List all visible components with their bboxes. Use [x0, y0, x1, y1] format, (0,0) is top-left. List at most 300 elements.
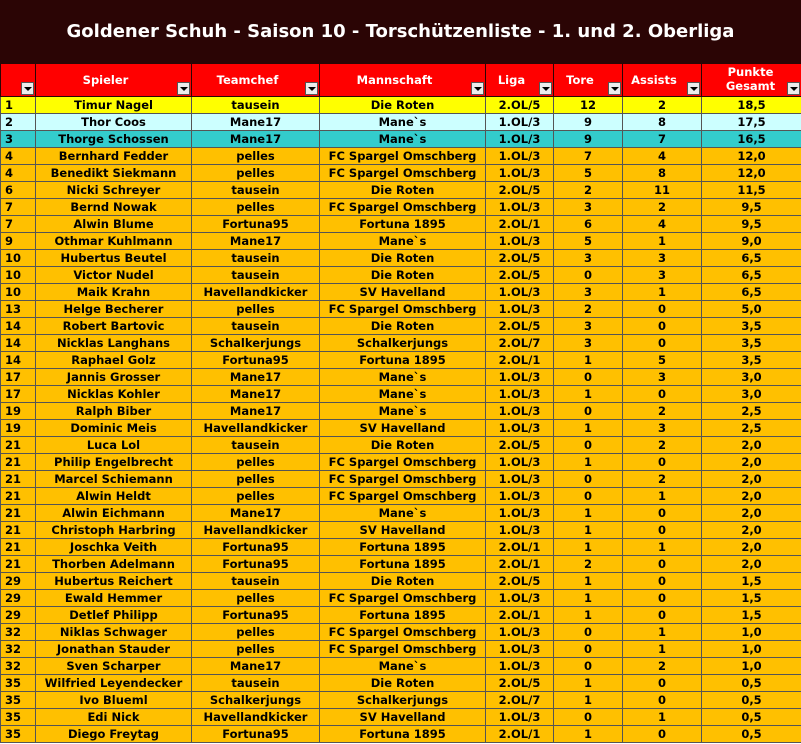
cell-punkte: 11,5 [702, 182, 801, 199]
column-header-label [1, 64, 35, 73]
cell-liga: 1.OL/3 [486, 522, 554, 539]
cell-liga: 2.OL/5 [486, 267, 554, 284]
cell-liga: 1.OL/3 [486, 386, 554, 403]
cell-tore: 12 [554, 97, 623, 114]
table-row [1, 437, 801, 454]
cell-teamchef: Mane17 [192, 114, 320, 131]
cell-teamchef: tausein [192, 318, 320, 335]
cell-mannschaft: FC Spargel Omschberg [320, 488, 486, 505]
table-row [1, 301, 801, 318]
cell-teamchef: Fortuna95 [192, 352, 320, 369]
cell-punkte: 16,5 [702, 131, 801, 148]
cell-rank: 21 [1, 471, 36, 488]
cell-rank: 29 [1, 573, 36, 590]
cell-assists: 0 [623, 692, 702, 709]
cell-tore: 1 [554, 726, 623, 743]
table-row [1, 114, 801, 131]
cell-rank: 9 [1, 233, 36, 250]
cell-spieler: Edi Nick [36, 709, 192, 726]
table-row [1, 216, 801, 233]
cell-spieler: Nicklas Kohler [36, 386, 192, 403]
column-header [36, 64, 192, 97]
cell-spieler: Nicki Schreyer [36, 182, 192, 199]
table-row [1, 488, 801, 505]
cell-liga: 2.OL/7 [486, 335, 554, 352]
cell-assists: 5 [623, 352, 702, 369]
cell-punkte: 3,5 [702, 352, 801, 369]
cell-tore: 1 [554, 420, 623, 437]
cell-teamchef: Schalkerjungs [192, 335, 320, 352]
cell-rank: 35 [1, 675, 36, 692]
table-row [1, 182, 801, 199]
cell-spieler: Alwin Heldt [36, 488, 192, 505]
table-row [1, 556, 801, 573]
cell-tore: 0 [554, 403, 623, 420]
cell-spieler: Diego Freytag [36, 726, 192, 743]
cell-assists: 2 [623, 403, 702, 420]
table-row [1, 709, 801, 726]
table-row [1, 369, 801, 386]
cell-punkte: 0,5 [702, 726, 801, 743]
cell-spieler: Philip Engelbrecht [36, 454, 192, 471]
cell-spieler: Ewald Hemmer [36, 590, 192, 607]
cell-rank: 17 [1, 369, 36, 386]
cell-spieler: Jannis Grosser [36, 369, 192, 386]
cell-assists: 0 [623, 454, 702, 471]
cell-teamchef: pelles [192, 454, 320, 471]
column-header-label: Spieler [82, 73, 129, 87]
cell-tore: 3 [554, 318, 623, 335]
cell-mannschaft: FC Spargel Omschberg [320, 624, 486, 641]
cell-punkte: 3,5 [702, 318, 801, 335]
cell-rank: 7 [1, 199, 36, 216]
cell-mannschaft: FC Spargel Omschberg [320, 641, 486, 658]
cell-tore: 3 [554, 250, 623, 267]
cell-teamchef: Fortuna95 [192, 539, 320, 556]
table-row [1, 641, 801, 658]
table-row [1, 471, 801, 488]
cell-tore: 2 [554, 301, 623, 318]
cell-rank: 35 [1, 709, 36, 726]
cell-liga: 2.OL/1 [486, 216, 554, 233]
cell-liga: 1.OL/3 [486, 505, 554, 522]
cell-spieler: Luca Lol [36, 437, 192, 454]
filter-dropdown-icon[interactable] [177, 82, 190, 95]
cell-mannschaft: Mane`s [320, 386, 486, 403]
cell-teamchef: Mane17 [192, 403, 320, 420]
table-row [1, 97, 801, 114]
cell-rank: 19 [1, 403, 36, 420]
cell-rank: 14 [1, 318, 36, 335]
cell-assists: 4 [623, 216, 702, 233]
table-row [1, 148, 801, 165]
cell-liga: 2.OL/5 [486, 250, 554, 267]
table-row [1, 624, 801, 641]
cell-tore: 3 [554, 284, 623, 301]
cell-punkte: 6,5 [702, 250, 801, 267]
cell-punkte: 0,5 [702, 692, 801, 709]
cell-rank: 4 [1, 148, 36, 165]
cell-teamchef: Mane17 [192, 386, 320, 403]
cell-mannschaft: Fortuna 1895 [320, 352, 486, 369]
cell-assists: 3 [623, 369, 702, 386]
cell-liga: 2.OL/1 [486, 726, 554, 743]
cell-rank: 2 [1, 114, 36, 131]
cell-assists: 8 [623, 114, 702, 131]
cell-spieler: Hubertus Reichert [36, 573, 192, 590]
table-row [1, 233, 801, 250]
cell-mannschaft: Schalkerjungs [320, 335, 486, 352]
table-row [1, 607, 801, 624]
cell-teamchef: pelles [192, 301, 320, 318]
table-row [1, 165, 801, 182]
column-header [702, 64, 801, 97]
cell-rank: 1 [1, 97, 36, 114]
cell-teamchef: Mane17 [192, 505, 320, 522]
cell-punkte: 2,0 [702, 522, 801, 539]
cell-punkte: 9,0 [702, 233, 801, 250]
column-header [554, 64, 623, 97]
cell-punkte: 9,5 [702, 199, 801, 216]
cell-tore: 2 [554, 556, 623, 573]
cell-assists: 0 [623, 675, 702, 692]
cell-spieler: Marcel Schiemann [36, 471, 192, 488]
filter-dropdown-icon[interactable] [471, 82, 484, 95]
cell-tore: 1 [554, 352, 623, 369]
cell-punkte: 1,5 [702, 573, 801, 590]
table-row [1, 522, 801, 539]
table-row [1, 284, 801, 301]
cell-punkte: 6,5 [702, 267, 801, 284]
table-row [1, 692, 801, 709]
cell-mannschaft: Die Roten [320, 267, 486, 284]
cell-liga: 2.OL/7 [486, 692, 554, 709]
cell-teamchef: Fortuna95 [192, 607, 320, 624]
cell-tore: 2 [554, 182, 623, 199]
cell-liga: 1.OL/3 [486, 641, 554, 658]
column-header-label: Assists [631, 73, 677, 87]
cell-rank: 21 [1, 556, 36, 573]
cell-punkte: 12,0 [702, 148, 801, 165]
column-header-label: Tore [566, 73, 594, 87]
filter-dropdown-icon[interactable] [305, 82, 318, 95]
table-row [1, 658, 801, 675]
cell-mannschaft: Mane`s [320, 233, 486, 250]
table-row [1, 539, 801, 556]
cell-punkte: 1,5 [702, 590, 801, 607]
cell-rank: 21 [1, 488, 36, 505]
cell-tore: 0 [554, 267, 623, 284]
cell-spieler: Victor Nudel [36, 267, 192, 284]
cell-spieler: Ivo Blueml [36, 692, 192, 709]
cell-rank: 21 [1, 437, 36, 454]
cell-tore: 7 [554, 148, 623, 165]
cell-assists: 1 [623, 539, 702, 556]
cell-spieler: Detlef Philipp [36, 607, 192, 624]
cell-spieler: Alwin Blume [36, 216, 192, 233]
filter-dropdown-icon[interactable] [539, 82, 552, 95]
table-row [1, 250, 801, 267]
cell-assists: 2 [623, 97, 702, 114]
cell-teamchef: tausein [192, 267, 320, 284]
cell-liga: 1.OL/3 [486, 590, 554, 607]
cell-liga: 1.OL/3 [486, 403, 554, 420]
cell-liga: 1.OL/3 [486, 488, 554, 505]
cell-tore: 0 [554, 471, 623, 488]
cell-assists: 0 [623, 386, 702, 403]
cell-spieler: Alwin Eichmann [36, 505, 192, 522]
cell-tore: 1 [554, 454, 623, 471]
cell-teamchef: tausein [192, 573, 320, 590]
cell-rank: 4 [1, 165, 36, 182]
cell-liga: 1.OL/3 [486, 369, 554, 386]
cell-liga: 2.OL/5 [486, 573, 554, 590]
cell-rank: 35 [1, 692, 36, 709]
column-header-label: Liga [497, 73, 526, 87]
cell-mannschaft: Die Roten [320, 97, 486, 114]
table-row [1, 505, 801, 522]
table-row [1, 352, 801, 369]
cell-assists: 1 [623, 709, 702, 726]
cell-rank: 29 [1, 590, 36, 607]
cell-spieler: Maik Krahn [36, 284, 192, 301]
cell-punkte: 1,0 [702, 658, 801, 675]
cell-punkte: 3,0 [702, 369, 801, 386]
cell-punkte: 1,0 [702, 641, 801, 658]
cell-tore: 5 [554, 233, 623, 250]
cell-assists: 0 [623, 335, 702, 352]
column-header [192, 64, 320, 97]
cell-liga: 1.OL/3 [486, 131, 554, 148]
cell-mannschaft: FC Spargel Omschberg [320, 590, 486, 607]
cell-mannschaft: Die Roten [320, 675, 486, 692]
cell-tore: 1 [554, 539, 623, 556]
cell-mannschaft: Die Roten [320, 437, 486, 454]
cell-rank: 10 [1, 250, 36, 267]
cell-liga: 2.OL/1 [486, 607, 554, 624]
table-row [1, 420, 801, 437]
cell-mannschaft: Die Roten [320, 573, 486, 590]
table-row [1, 454, 801, 471]
page-title: Goldener Schuh - Saison 10 - Torschützenliste - 1. und 2. Oberliga [0, 0, 801, 63]
cell-rank: 10 [1, 267, 36, 284]
cell-mannschaft: SV Havelland [320, 420, 486, 437]
cell-assists: 0 [623, 318, 702, 335]
cell-mannschaft: Fortuna 1895 [320, 216, 486, 233]
cell-spieler: Niklas Schwager [36, 624, 192, 641]
cell-punkte: 2,0 [702, 488, 801, 505]
table-row [1, 675, 801, 692]
cell-spieler: Christoph Harbring [36, 522, 192, 539]
column-header-label: Punkte Gesamt [725, 65, 776, 93]
cell-assists: 0 [623, 301, 702, 318]
cell-assists: 1 [623, 233, 702, 250]
cell-teamchef: Mane17 [192, 369, 320, 386]
cell-tore: 0 [554, 641, 623, 658]
cell-teamchef: pelles [192, 148, 320, 165]
cell-punkte: 2,0 [702, 505, 801, 522]
cell-tore: 9 [554, 131, 623, 148]
cell-assists: 2 [623, 658, 702, 675]
cell-punkte: 3,0 [702, 386, 801, 403]
table-row [1, 386, 801, 403]
column-header-label: Mannschaft [356, 73, 433, 87]
cell-assists: 0 [623, 505, 702, 522]
cell-tore: 6 [554, 216, 623, 233]
cell-mannschaft: FC Spargel Omschberg [320, 199, 486, 216]
cell-liga: 2.OL/5 [486, 675, 554, 692]
cell-punkte: 0,5 [702, 709, 801, 726]
cell-assists: 0 [623, 590, 702, 607]
cell-punkte: 6,5 [702, 284, 801, 301]
cell-liga: 1.OL/3 [486, 301, 554, 318]
cell-liga: 2.OL/5 [486, 182, 554, 199]
cell-teamchef: pelles [192, 165, 320, 182]
cell-mannschaft: FC Spargel Omschberg [320, 165, 486, 182]
cell-assists: 0 [623, 726, 702, 743]
cell-teamchef: Fortuna95 [192, 726, 320, 743]
cell-teamchef: pelles [192, 471, 320, 488]
cell-tore: 1 [554, 573, 623, 590]
cell-assists: 2 [623, 437, 702, 454]
cell-mannschaft: SV Havelland [320, 522, 486, 539]
cell-spieler: Thor Coos [36, 114, 192, 131]
column-header [1, 64, 36, 97]
cell-mannschaft: FC Spargel Omschberg [320, 148, 486, 165]
cell-punkte: 17,5 [702, 114, 801, 131]
cell-rank: 32 [1, 624, 36, 641]
column-header [486, 64, 554, 97]
cell-mannschaft: Fortuna 1895 [320, 726, 486, 743]
cell-rank: 6 [1, 182, 36, 199]
filter-dropdown-icon[interactable] [787, 82, 800, 95]
cell-assists: 0 [623, 573, 702, 590]
cell-liga: 1.OL/3 [486, 233, 554, 250]
cell-tore: 1 [554, 607, 623, 624]
filter-dropdown-icon[interactable] [608, 82, 621, 95]
cell-punkte: 5,0 [702, 301, 801, 318]
cell-assists: 3 [623, 250, 702, 267]
table-row [1, 131, 801, 148]
cell-rank: 29 [1, 607, 36, 624]
cell-rank: 3 [1, 131, 36, 148]
cell-assists: 2 [623, 471, 702, 488]
cell-rank: 7 [1, 216, 36, 233]
cell-liga: 1.OL/3 [486, 420, 554, 437]
cell-spieler: Bernd Nowak [36, 199, 192, 216]
cell-mannschaft: Mane`s [320, 369, 486, 386]
scorer-table [0, 63, 801, 743]
header-row [1, 64, 801, 97]
cell-teamchef: tausein [192, 675, 320, 692]
cell-teamchef: Havellandkicker [192, 709, 320, 726]
cell-teamchef: Havellandkicker [192, 522, 320, 539]
cell-rank: 21 [1, 522, 36, 539]
cell-tore: 5 [554, 165, 623, 182]
cell-liga: 1.OL/3 [486, 471, 554, 488]
cell-mannschaft: Mane`s [320, 658, 486, 675]
cell-spieler: Ralph Biber [36, 403, 192, 420]
cell-liga: 1.OL/3 [486, 114, 554, 131]
cell-punkte: 1,5 [702, 607, 801, 624]
cell-assists: 8 [623, 165, 702, 182]
cell-liga: 1.OL/3 [486, 199, 554, 216]
cell-teamchef: tausein [192, 182, 320, 199]
filter-dropdown-icon[interactable] [21, 82, 34, 95]
cell-mannschaft: Mane`s [320, 131, 486, 148]
cell-liga: 2.OL/1 [486, 539, 554, 556]
table-row [1, 726, 801, 743]
cell-mannschaft: Mane`s [320, 505, 486, 522]
cell-teamchef: Havellandkicker [192, 284, 320, 301]
cell-tore: 3 [554, 199, 623, 216]
table-row [1, 590, 801, 607]
cell-rank: 35 [1, 726, 36, 743]
cell-assists: 1 [623, 488, 702, 505]
cell-mannschaft: FC Spargel Omschberg [320, 301, 486, 318]
cell-liga: 2.OL/1 [486, 352, 554, 369]
cell-punkte: 0,5 [702, 675, 801, 692]
cell-tore: 1 [554, 692, 623, 709]
cell-rank: 21 [1, 454, 36, 471]
cell-mannschaft: FC Spargel Omschberg [320, 471, 486, 488]
cell-teamchef: pelles [192, 624, 320, 641]
filter-dropdown-icon[interactable] [687, 82, 700, 95]
cell-mannschaft: Die Roten [320, 250, 486, 267]
cell-mannschaft: Fortuna 1895 [320, 556, 486, 573]
cell-tore: 1 [554, 386, 623, 403]
cell-spieler: Helge Becherer [36, 301, 192, 318]
cell-assists: 1 [623, 284, 702, 301]
cell-liga: 1.OL/3 [486, 454, 554, 471]
cell-tore: 1 [554, 522, 623, 539]
cell-assists: 0 [623, 556, 702, 573]
cell-mannschaft: Mane`s [320, 114, 486, 131]
cell-assists: 4 [623, 148, 702, 165]
cell-punkte: 2,0 [702, 556, 801, 573]
cell-rank: 14 [1, 352, 36, 369]
cell-punkte: 2,0 [702, 539, 801, 556]
table-body [1, 97, 801, 743]
cell-rank: 17 [1, 386, 36, 403]
cell-rank: 32 [1, 658, 36, 675]
cell-punkte: 9,5 [702, 216, 801, 233]
cell-mannschaft: Schalkerjungs [320, 692, 486, 709]
cell-spieler: Dominic Meis [36, 420, 192, 437]
cell-liga: 1.OL/3 [486, 284, 554, 301]
cell-liga: 1.OL/3 [486, 148, 554, 165]
cell-spieler: Jonathan Stauder [36, 641, 192, 658]
cell-teamchef: Havellandkicker [192, 420, 320, 437]
cell-mannschaft: SV Havelland [320, 709, 486, 726]
cell-assists: 11 [623, 182, 702, 199]
cell-assists: 2 [623, 199, 702, 216]
cell-rank: 13 [1, 301, 36, 318]
cell-rank: 21 [1, 539, 36, 556]
cell-mannschaft: Fortuna 1895 [320, 539, 486, 556]
table-row [1, 267, 801, 284]
cell-tore: 0 [554, 437, 623, 454]
cell-tore: 0 [554, 369, 623, 386]
table-row [1, 573, 801, 590]
cell-tore: 1 [554, 675, 623, 692]
cell-spieler: Joschka Veith [36, 539, 192, 556]
table-row [1, 199, 801, 216]
cell-teamchef: Fortuna95 [192, 556, 320, 573]
cell-punkte: 2,5 [702, 403, 801, 420]
cell-assists: 0 [623, 522, 702, 539]
cell-spieler: Benedikt Siekmann [36, 165, 192, 182]
